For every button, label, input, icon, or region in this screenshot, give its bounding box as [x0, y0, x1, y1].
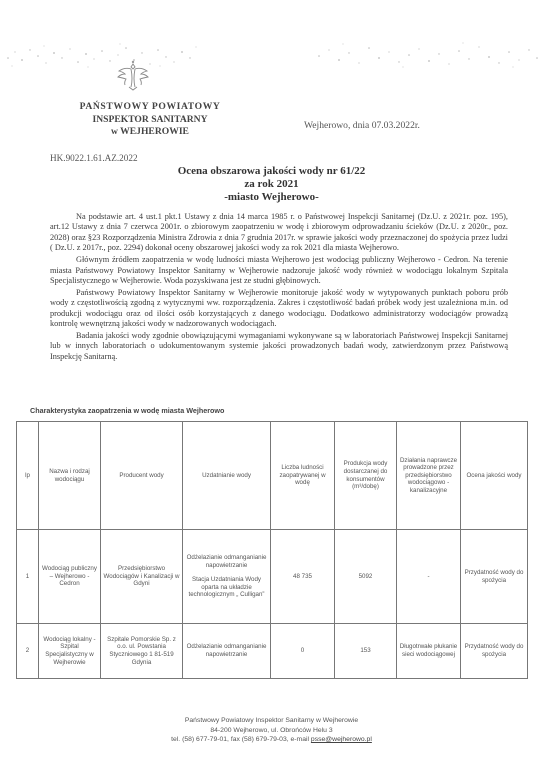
- scan-noise-left: [0, 38, 200, 72]
- table-header-row: [17, 422, 528, 530]
- place-date: Wejherowo, dnia 07.03.2022r.: [304, 120, 420, 131]
- cell-treatment-station: Stacja Uzdatniania Wody oparta na układzie technologicznym „ Culligan”: [188, 576, 265, 599]
- cell-treatment-methods: Odżelazianie odmanganianie napowietrzanie: [186, 554, 267, 569]
- header-lp: lp: [17, 422, 39, 530]
- footer-contact: [0, 735, 543, 745]
- cell-assessment: Przydatność wody do spożycia: [461, 624, 528, 679]
- document-title: [0, 165, 543, 204]
- water-supply-table: [16, 421, 528, 679]
- cell-lp: 1: [17, 530, 39, 624]
- eagle-emblem-icon: [115, 58, 151, 92]
- cell-population: 48 735: [271, 530, 335, 624]
- body-paragraph-4: Badania jakości wody zgodnie obowiązującymi wymaganiami wykonywane są w laboratoriach Państwowej Inspekcji Sanitarnej lub w innych laboratoriach o udokumentowanym systemie jakości prowadzonych badań wody, zatwierdzonym przez Państwową Inspekcję Sanitarną.: [50, 330, 508, 361]
- cell-treatment: [183, 530, 271, 624]
- title-line-3: -miasto Wejherowo-: [224, 191, 319, 203]
- table-caption: Charakterystyka zaopatrzenia w wodę miasta Wejherowo: [30, 406, 225, 415]
- cell-producer: Przedsiębiorstwo Wodociągów i Kanalizacji w Gdyni: [101, 530, 183, 624]
- header-name: Nazwa i rodzaj wodociągu: [39, 422, 101, 530]
- document-body: [50, 212, 508, 364]
- body-paragraph-3: Państwowy Powiatowy Inspektor Sanitarny w Wejherowie monitoruje jakość wody w wytypowanych punktach poboru prób wody z częstotliwością zgodną z wytycznymi ww. rozporządzenia. Zakres i częstotliwość badań próbek wody jest uzależniona m.in. od produkcji wodociągu oraz od ilości osób korzystających z danego wodociągu. Dodatkowo administratorzy wodociągów prowadzą kontrolę wewnętrzną jakości wody w nadzorowanych wodociągach.: [50, 287, 508, 329]
- title-line-2: za rok 2021: [244, 178, 299, 190]
- authority-line-1: PAŃSTWOWY POWIATOWY: [79, 101, 221, 112]
- authority-line-2: INSPEKTOR SANITARNY: [92, 113, 208, 125]
- cell-producer: Szpitale Pomorskie Sp. z o.o. ul. Powstania Styczniowego 1 81-519 Gdynia: [101, 624, 183, 679]
- issuing-authority: [60, 101, 240, 139]
- cell-lp: 2: [17, 624, 39, 679]
- header-producer: Producent wody: [101, 422, 183, 530]
- scan-noise-right: [313, 38, 543, 72]
- cell-actions: Długotrwałe płukanie sieci wodociągowej: [397, 624, 461, 679]
- footer-email-link[interactable]: psse@wejherowo.pl: [310, 736, 372, 743]
- cell-production: 153: [335, 624, 397, 679]
- cell-assessment: Przydatność wody do spożycia: [461, 530, 528, 624]
- table-row: [17, 624, 528, 679]
- header-assessment: Ocena jakości wody: [461, 422, 528, 530]
- footer-line-2: 84-200 Wejherowo, ul. Obrońców Helu 3: [210, 726, 333, 734]
- cell-actions: -: [397, 530, 461, 624]
- footer: [0, 716, 543, 745]
- body-paragraph-1: Na podstawie art. 4 ust.1 pkt.1 Ustawy z dnia 14 marca 1985 r. o Państwowej Inspekcji Sanitarnej (Dz.U. z 2021r. poz. 195), art.12 Ustawy z dnia 7 czerwca 2001r. o zbiorowym zaopatrzeniu w wodę i zbiorowym odprowadzaniu ścieków (Dz.U. z 2020r., poz. 2028) oraz §23 Rozporządzenia Ministra Zdrowia z dnia 7 grudnia 2017r. w sprawie jakości wody przeznaczonej do spożycia przez ludzi ( Dz.U. z 2017r., poz. 2294) dokonał oceny obszarowej jakości wody za rok 2021 dla miasta Wejherowo.: [50, 212, 508, 253]
- header-treatment: Uzdatnianie wody: [183, 422, 271, 530]
- cell-population: 0: [271, 624, 335, 679]
- body-paragraph-2: Głównym źródłem zaopatrzenia w wodę ludności miasta Wejherowo jest wodociąg publiczny Wejherowo - Cedron. Na terenie miasta Państwowy Powiatowy Inspektor Sanitarny w Wejherowie nadzoruje jakość wody również w wodociągu lokalnym Szpitala Specjalistycznego w Wejherowie. Woda pozyskiwana jest ze studni głębinowych.: [50, 255, 508, 285]
- cell-name: Wodociąg publiczny – Wejherowo - Cedron: [39, 530, 101, 624]
- footer-line-1: Państwowy Powiatowy Inspektor Sanitarny w Wejherowie: [184, 717, 359, 724]
- header-production: Produkcja wody dostarczanej do konsumentów (m³/dobę): [335, 422, 397, 530]
- title-line-1: Ocena obszarowa jakości wody nr 61/22: [177, 165, 366, 177]
- authority-line-3: w WEJHEROWIE: [111, 126, 189, 137]
- header-population: Liczba ludności zaopatrywanej w wodę: [271, 422, 335, 530]
- table-row: [17, 530, 528, 624]
- cell-treatment: Odżelazianie odmanganianie napowietrzanie: [183, 624, 271, 679]
- cell-name: Wodociąg lokalny - Szpital Specjalistyczny w Wejherowie: [39, 624, 101, 679]
- footer-phone-fax: tel. (58) 677-79-01, fax (58) 679-79-03, e-mail: [171, 736, 310, 743]
- cell-production: 5092: [335, 530, 397, 624]
- reference-number: HK.9022.1.61.AZ.2022: [50, 153, 138, 163]
- header-actions: Działania naprawcze prowadzone przez przedsiębiorstwo wodociągowo - kanalizacyjne: [397, 422, 461, 530]
